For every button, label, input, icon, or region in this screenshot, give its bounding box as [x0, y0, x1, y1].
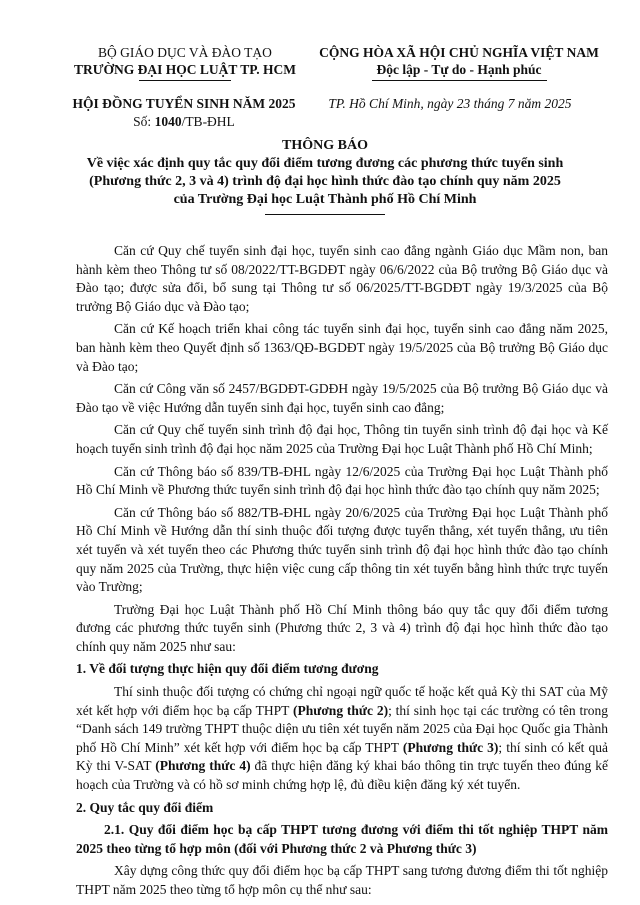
republic-name: CỘNG HÒA XÃ HỘI CHỦ NGHĨA VIỆT NAM — [319, 45, 599, 60]
basis-paragraph-4: Căn cứ Quy chế tuyển sinh trình độ đại học, Thông tin tuyển sinh trình độ đại học và Kế hoạch tuyển sinh trình độ đại học năm 2025 của Trường Đại học Luật Thành phố Hồ Chí Minh; — [76, 422, 608, 456]
section-2-heading: 2. Quy tắc quy đổi điểm — [76, 799, 214, 815]
announcement-paragraph: Trường Đại học Luật Thành phố Hồ Chí Minh thông báo quy tắc quy đổi điểm tương đương các phương thức tuyển sinh (Phương thức 2, 3 và 4) trình độ đại học hình thức đào tạo chính quy năm 2025 như sau: — [76, 601, 608, 654]
council-name: HỘI ĐỒNG TUYỂN SINH NĂM 2025 — [72, 96, 296, 111]
closing-paragraph: Xây dựng công thức quy đổi điểm học bạ cấp THPT sang tương đương điểm thi tốt nghiệp THPT năm 2025 theo từng tổ hợp môn cụ thể như sau: — [76, 863, 608, 897]
s1-text-3: ; thí sinh có kết quả Kỳ thi V-SAT — [76, 739, 608, 774]
national-motto: Độc lập - Tự do - Hạnh phúc — [376, 62, 542, 77]
document-number — [64, 113, 304, 131]
section-1-heading: 1. Về đối tượng thực hiện quy đổi điểm tương đương — [76, 661, 379, 677]
basis-paragraph-1: Căn cứ Quy chế tuyển sinh đại học, tuyển sinh cao đẳng ngành Giáo dục Mầm non, ban hành kèm theo Thông tư số 08/2022/TT-BGDĐT ngày 06/6/2022 của Bộ trưởng Bộ Giáo dục và Đào tạo; được sửa đổi, bổ sung tại Thông tư số 06/2025/TT-BGDĐT ngày 19/3/2025 của Bộ trưởng Bộ Giáo dục và Đào tạo; — [76, 243, 608, 314]
title-line-1: Về việc xác định quy tắc quy đổi điểm tương đương các phương thức tuyển sinh — [86, 156, 564, 171]
s1-method-4: (Phương thức 4) — [155, 758, 251, 774]
s1-method-2: (Phương thức 2) — [292, 702, 389, 718]
motto-underline — [372, 80, 547, 81]
place-date: TP. Hồ Chí Minh, ngày 23 tháng 7 năm 2025 — [328, 96, 572, 111]
s1-text-1: Thí sinh thuộc đối tượng có chứng chỉ ngoại ngữ quốc tế hoặc kết quả Kỳ thi SAT của Mỹ xét kết hợp với điểm học bạ cấp THPT — [76, 684, 608, 718]
document-title — [64, 137, 586, 215]
basis-paragraph-3: Căn cứ Công văn số 2457/BGDĐT-GDĐH ngày 19/5/2025 của Bộ trưởng Bộ Giáo dục và Đào tạo về việc Hướng dẫn tuyển sinh đại học, tuyển sinh cao đẳng; — [76, 381, 608, 415]
document-body — [76, 242, 608, 904]
council-block — [64, 95, 304, 131]
title-line-3: của Trường Đại học Luật Thành phố Hồ Chí Minh — [173, 192, 477, 207]
title-rule — [265, 214, 385, 215]
section-2-1-heading: 2.1. Quy đổi điểm học bạ cấp THPT tương đương với điểm thi tốt nghiệp THPT năm 2025 theo từng tổ hợp môn (đối với Phương thức 2 và Phương thức 3) — [76, 822, 608, 856]
title-heading: THÔNG BÁO — [282, 138, 368, 153]
title-line-2: (Phương thức 2, 3 và 4) trình độ đại học hình thức đào tạo chính quy năm 2025 — [89, 174, 561, 189]
issuer-header — [70, 44, 300, 81]
number-prefix: Số: — [133, 114, 155, 129]
basis-paragraph-6: Căn cứ Thông báo số 882/TB-ĐHL ngày 20/6/2025 của Trường Đại học Luật Thành phố Hồ Chí Minh về Hướng dẫn thí sinh thuộc đối tượng được tuyển thẳng, xét tuyển thẳng, ưu tiên xét tuyển và xét tuyển theo các Phương thức tuyển sinh trình độ đại học hình thức đào tạo chính quy năm 2025 của Trường, thực hiện việc cung cấp thông tin xét tuyển bằng hình thức trực tuyến vào Trường; — [76, 504, 608, 595]
university-name: TRƯỜNG ĐẠI HỌC LUẬT TP. HCM — [73, 62, 297, 77]
s1-method-3: (Phương thức 3) — [402, 739, 499, 755]
number-suffix: /TB-ĐHL — [181, 114, 235, 129]
ministry-name: BỘ GIÁO DỤC VÀ ĐÀO TẠO — [98, 45, 272, 60]
issuer-underline — [139, 80, 231, 81]
number-value: 1040 — [154, 114, 182, 129]
s1-text-2: ; thí sinh học tại các trường có tên trong “Danh sách 149 trường THPT thuộc diện ưu tiên xét tuyển năm 2025 của Đại học Quốc gia Thành phố Hồ Chí Minh” xét kết hợp với điểm học bạ cấp THPT — [76, 702, 608, 755]
s1-text-4: đã thực hiện đăng ký khai báo thông tin trực tuyến theo đúng kế hoạch của Trường và có hồ sơ minh chứng hợp lệ, đủ điều kiện đăng ký xét tuyển. — [76, 758, 608, 793]
basis-paragraph-5: Căn cứ Thông báo số 839/TB-ĐHL ngày 12/6/2025 của Trường Đại học Luật Thành phố Hồ Chí Minh về Phương thức tuyển sinh trình độ đại học hình thức đào tạo chính quy năm 2025; — [76, 463, 608, 498]
basis-paragraph-2: Căn cứ Kế hoạch triển khai công tác tuyển sinh đại học, tuyển sinh cao đẳng năm 2025, ban hành kèm theo Quyết định số 1363/QĐ-BGDĐT ngày 19/5/2025 của Bộ trưởng Bộ Giáo dục và Đào tạo; — [76, 321, 608, 374]
national-header — [300, 44, 618, 81]
section-1-paragraph — [76, 683, 608, 795]
